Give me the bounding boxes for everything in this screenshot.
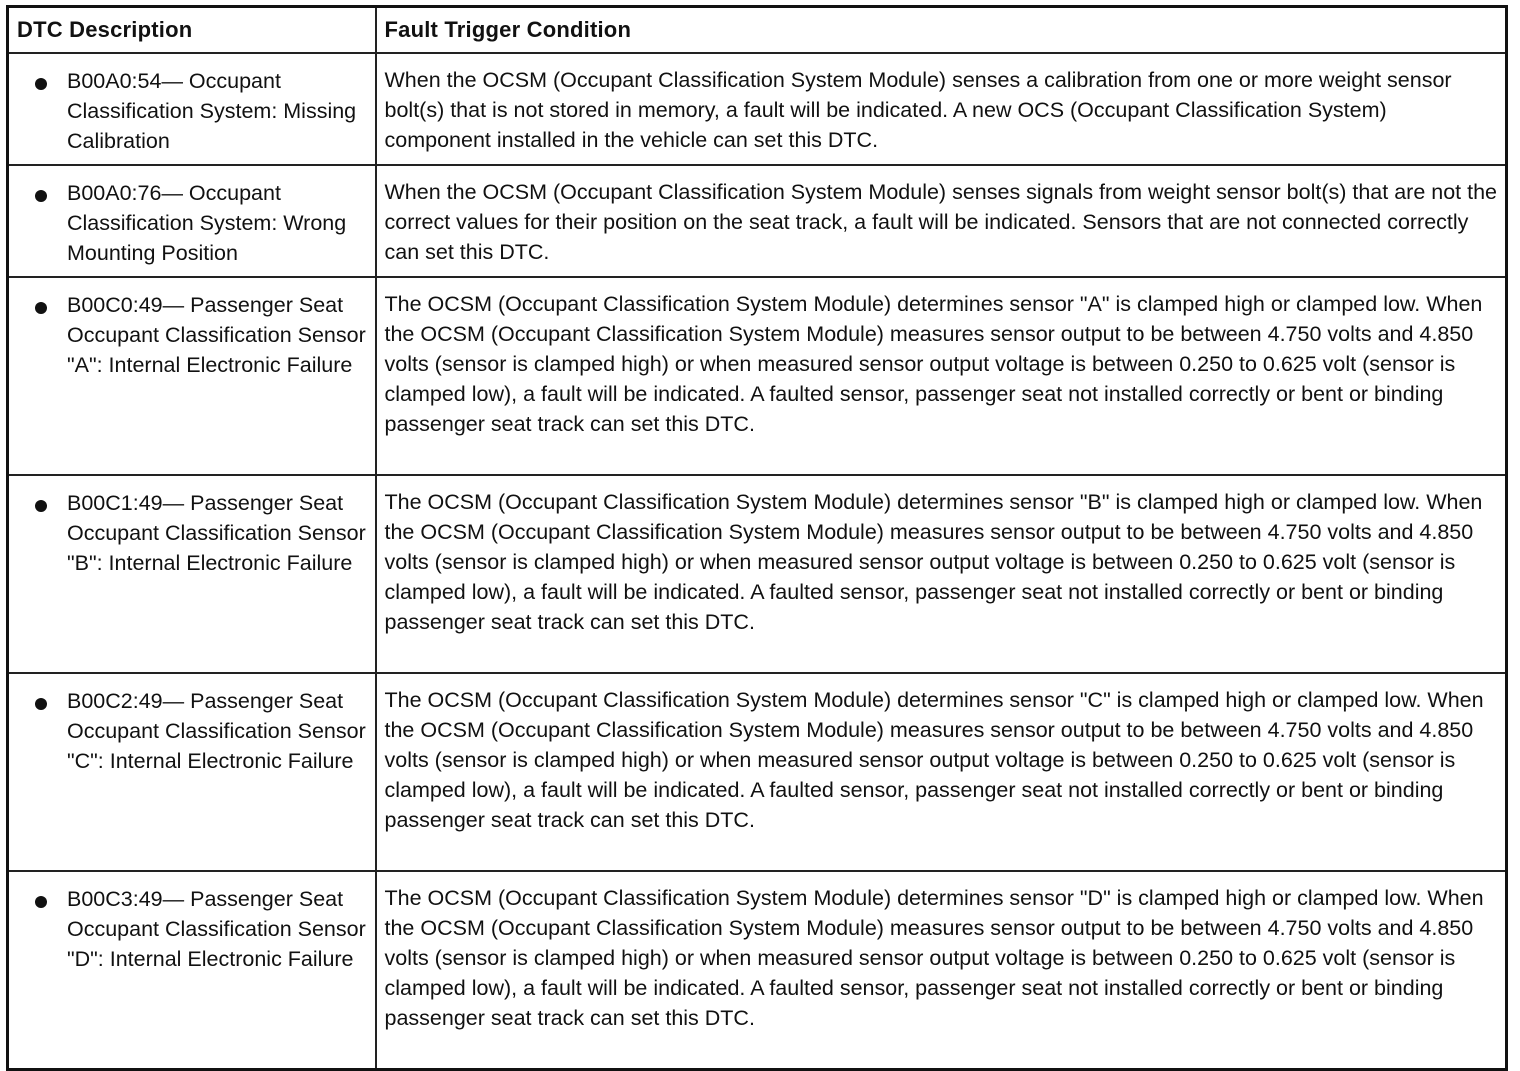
fault-condition-cell: When the OCSM (Occupant Classification System Module) senses a calibration from one or more weight sensor bolt(s) that is not stored in memory, a fault will be indicated. A new OCS (Occupant Classification System) component installed in the vehicle can set this DTC. <box>376 53 1507 165</box>
dtc-code-text: B00C1:49— Passenger Seat Occupant Classification Sensor "B": Internal Electronic Failure <box>67 491 366 575</box>
dtc-description-cell <box>8 673 376 871</box>
dtc-table <box>6 5 1508 1071</box>
bullet-icon <box>35 500 47 512</box>
bullet-icon <box>35 896 47 908</box>
dtc-description-cell <box>8 53 376 165</box>
bullet-icon <box>35 698 47 710</box>
dtc-code-text: B00C0:49— Passenger Seat Occupant Classification Sensor "A": Internal Electronic Failure <box>67 293 366 377</box>
header-dtc-description: DTC Description <box>8 7 376 54</box>
table-row <box>8 53 1507 165</box>
bullet-icon <box>35 302 47 314</box>
dtc-code-text: B00A0:54— Occupant Classification System: Missing Calibration <box>67 69 357 153</box>
bullet-icon <box>35 78 47 90</box>
table-header-row <box>8 7 1507 54</box>
dtc-code-text: B00C2:49— Passenger Seat Occupant Classification Sensor "C": Internal Electronic Failure <box>67 689 366 773</box>
fault-condition-cell: The OCSM (Occupant Classification System Module) determines sensor "B" is clamped high or clamped low. When the OCSM (Occupant Classification System Module) measures sensor output to be between 4.750 volts and 4.850 volts (sensor is clamped high) or when measured sensor output voltage is between 0.250 to 0.625 volt (sensor is clamped low), a fault will be indicated. A faulted sensor, passenger seat not installed correctly or bent or binding passenger seat track can set this DTC. <box>376 475 1507 673</box>
dtc-description-cell <box>8 165 376 277</box>
bullet-icon <box>35 190 47 202</box>
fault-condition-cell: The OCSM (Occupant Classification System Module) determines sensor "A" is clamped high or clamped low. When the OCSM (Occupant Classification System Module) measures sensor output to be between 4.750 volts and 4.850 volts (sensor is clamped high) or when measured sensor output voltage is between 0.250 to 0.625 volt (sensor is clamped low), a fault will be indicated. A faulted sensor, passenger seat not installed correctly or bent or binding passenger seat track can set this DTC. <box>376 277 1507 475</box>
header-fault-trigger-condition: Fault Trigger Condition <box>376 7 1507 54</box>
fault-condition-cell: When the OCSM (Occupant Classification System Module) senses signals from weight sensor bolt(s) that are not the correct values for their position on the seat track, a fault will be indicated. Sensors that are not connected correctly can set this DTC. <box>376 165 1507 277</box>
dtc-code-text: B00C3:49— Passenger Seat Occupant Classification Sensor "D": Internal Electronic Failure <box>67 887 366 971</box>
table-row <box>8 871 1507 1069</box>
table-row <box>8 475 1507 673</box>
dtc-code-text: B00A0:76— Occupant Classification System: Wrong Mounting Position <box>67 181 347 265</box>
dtc-description-cell <box>8 277 376 475</box>
fault-condition-cell: The OCSM (Occupant Classification System Module) determines sensor "C" is clamped high or clamped low. When the OCSM (Occupant Classification System Module) measures sensor output to be between 4.750 volts and 4.850 volts (sensor is clamped high) or when measured sensor output voltage is between 0.250 to 0.625 volt (sensor is clamped low), a fault will be indicated. A faulted sensor, passenger seat not installed correctly or bent or binding passenger seat track can set this DTC. <box>376 673 1507 871</box>
table-row <box>8 673 1507 871</box>
table-row <box>8 277 1507 475</box>
dtc-description-cell <box>8 871 376 1069</box>
table-row <box>8 165 1507 277</box>
dtc-description-cell <box>8 475 376 673</box>
fault-condition-cell: The OCSM (Occupant Classification System Module) determines sensor "D" is clamped high or clamped low. When the OCSM (Occupant Classification System Module) measures sensor output to be between 4.750 volts and 4.850 volts (sensor is clamped high) or when measured sensor output voltage is between 0.250 to 0.625 volt (sensor is clamped low), a fault will be indicated. A faulted sensor, passenger seat not installed correctly or bent or binding passenger seat track can set this DTC. <box>376 871 1507 1069</box>
